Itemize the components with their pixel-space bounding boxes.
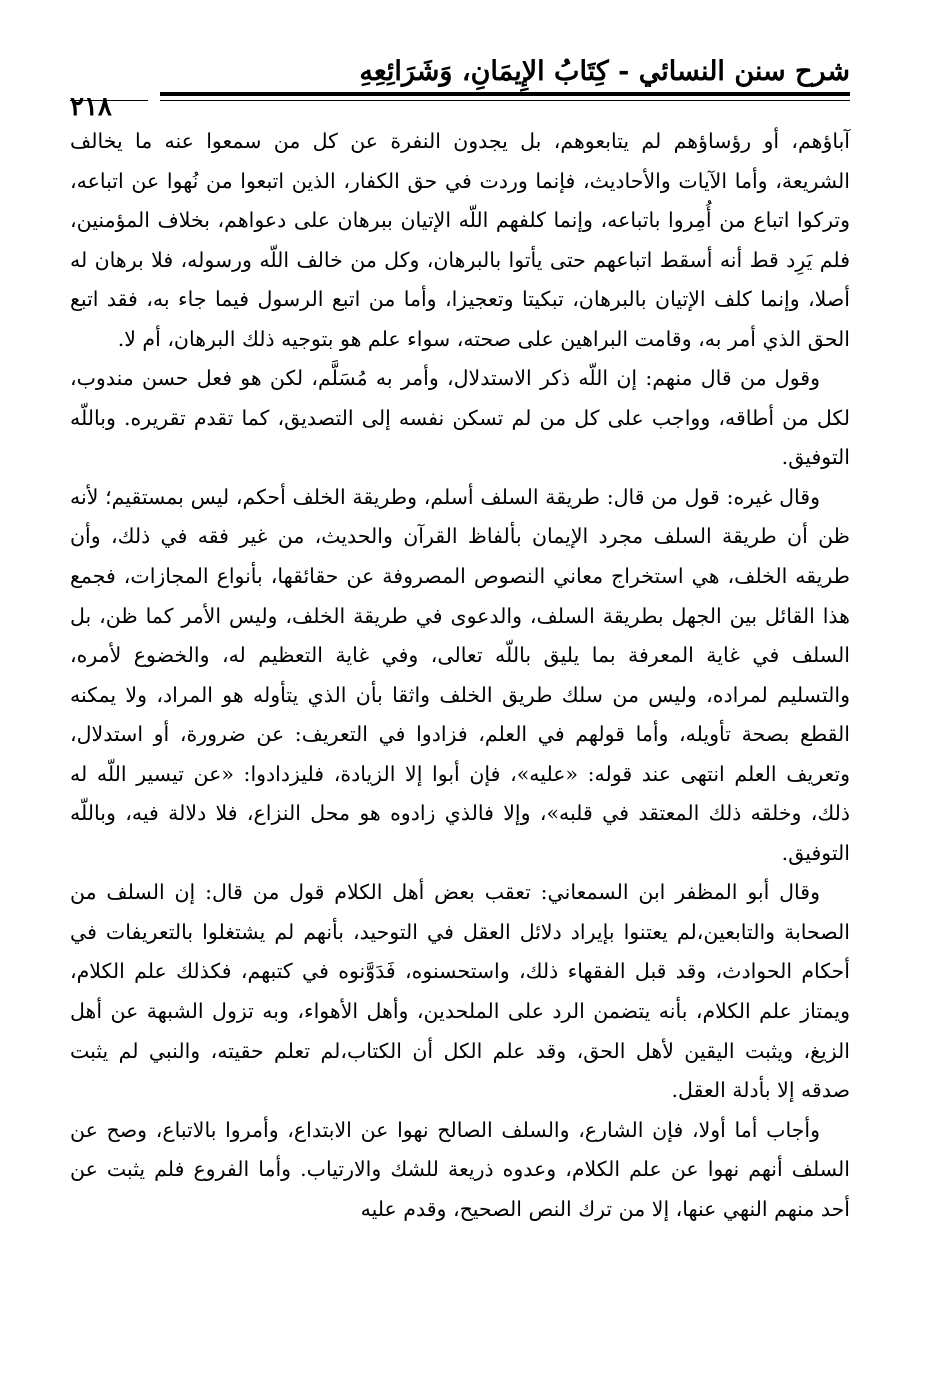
header-rule-thick (160, 92, 850, 96)
running-title: شرح سنن النسائي - كِتَابُ الإِيمَانِ، وَشَرَائِعِهِ (359, 56, 850, 87)
page-header (70, 56, 850, 122)
paragraph-3: وقال غيره: قول من قال: طريقة السلف أسلم، وطريقة الخلف أحكم، ليس بمستقيم؛ لأنه ظن أن طريقة السلف مجرد الإيمان بألفاظ القرآن والحديث، من غير فقه في ذلك، وأن طريقه الخلف، هي استخراج معاني النصوص المصروفة عن حقائقها، بأنواع المجازات، فجمع هذا القائل بين الجهل بطريقة السلف، والدعوى في طريقة الخلف، وليس الأمر كما ظن، بل السلف في غاية المعرفة بما يليق باللّه تعالى، وفي غاية التعظيم له، والخضوع لأمره، والتسليم لمراده، وليس من سلك طريق الخلف واثقا بأن الذي يتأوله هو المراد، ولا يمكنه القطع بصحة تأويله، وأما قولهم في العلم، فزادوا في التعريف: عن ضرورة، أو استدلال، وتعريف العلم انتهى عند قوله: «عليه»، فإن أبوا إلا الزيادة، فليزدادوا: «عن تيسير اللّه له ذلك، وخلقه ذلك المعتقد في قلبه»، وإلا فالذي زادوه هو محل النزاع، فلا دلالة فيه، وباللّه التوفيق. (70, 484, 851, 865)
page-number: ٢١٨ (70, 92, 112, 122)
paragraph-4: وقال أبو المظفر ابن السمعاني: تعقب بعض أهل الكلام قول من قال: إن السلف من الصحابة والتابعين،لم يعتنوا بإيراد دلائل العقل في التوحيد، بأنهم لم يشتغلوا بالتعريفات في أحكام الحوادث، وقد قبل الفقهاء ذلك، واستحسنوه، فَدَوَّنوه في كتبهم، فكذلك علم الكلام، ويمتاز علم الكلام، بأنه يتضمن الرد على الملحدين، وأهل الأهواء، وبه تزول الشبهة عن أهل الزيغ، ويثبت اليقين لأهل الحق، وقد علم الكل أن الكتاب،لم تعلم حقيته، والنبي لم يثبت صدقه إلا بأدلة العقل. (70, 880, 850, 1103)
paragraph-2: وقول من قال منهم: إن اللّه ذكر الاستدلال، وأمر به مُسَلَّم، لكن هو فعل حسن مندوب، لكل من أطاقه، وواجب على كل من لم تسكن نفسه إلى التصديق، كما تقدم تقريره. وباللّه التوفيق. (70, 366, 850, 470)
paragraph-5: وأجاب أما أولا، فإن الشارع، والسلف الصالح نهوا عن الابتداع، وأمروا بالاتباع، وصح عن السلف أنهم نهوا عن علم الكلام، وعدوه ذريعة للشك والارتياب. وأما الفروع فلم يثبت عن أحد منهم النهي عنها، إلا من ترك النص الصحيح، وقدم عليه (70, 1117, 850, 1221)
paragraph-1: آباؤهم، أو رؤساؤهم لم يتابعوهم، بل يجدون النفرة عن كل من سمعوا عنه ما يخالف الشريعة، وأما الآيات والأحاديث، فإنما وردت في حق الكفار، الذين اتبعوا من نُهوا عن اتباعه، وتركوا اتباع من أُمِروا باتباعه، وإنما كلفهم اللّه الإتيان ببرهان على دعواهم، بخلاف المؤمنين، فلم يَرِد قط أنه أسقط اتباعهم حتى يأتوا بالبرهان، وكل من خالف اللّه ورسوله، فلا برهان له أصلا، وإنما كلف الإتيان بالبرهان، تبكيتا وتعجيزا، وأما من اتبع الرسول فيما جاء به، فقد اتبع الحق الذي أمر به، وقامت البراهين على صحته، سواء علم هو بتوجيه ذلك البرهان، أم لا. (70, 129, 850, 351)
page-body (70, 122, 850, 1337)
header-rule-thin (160, 100, 850, 101)
